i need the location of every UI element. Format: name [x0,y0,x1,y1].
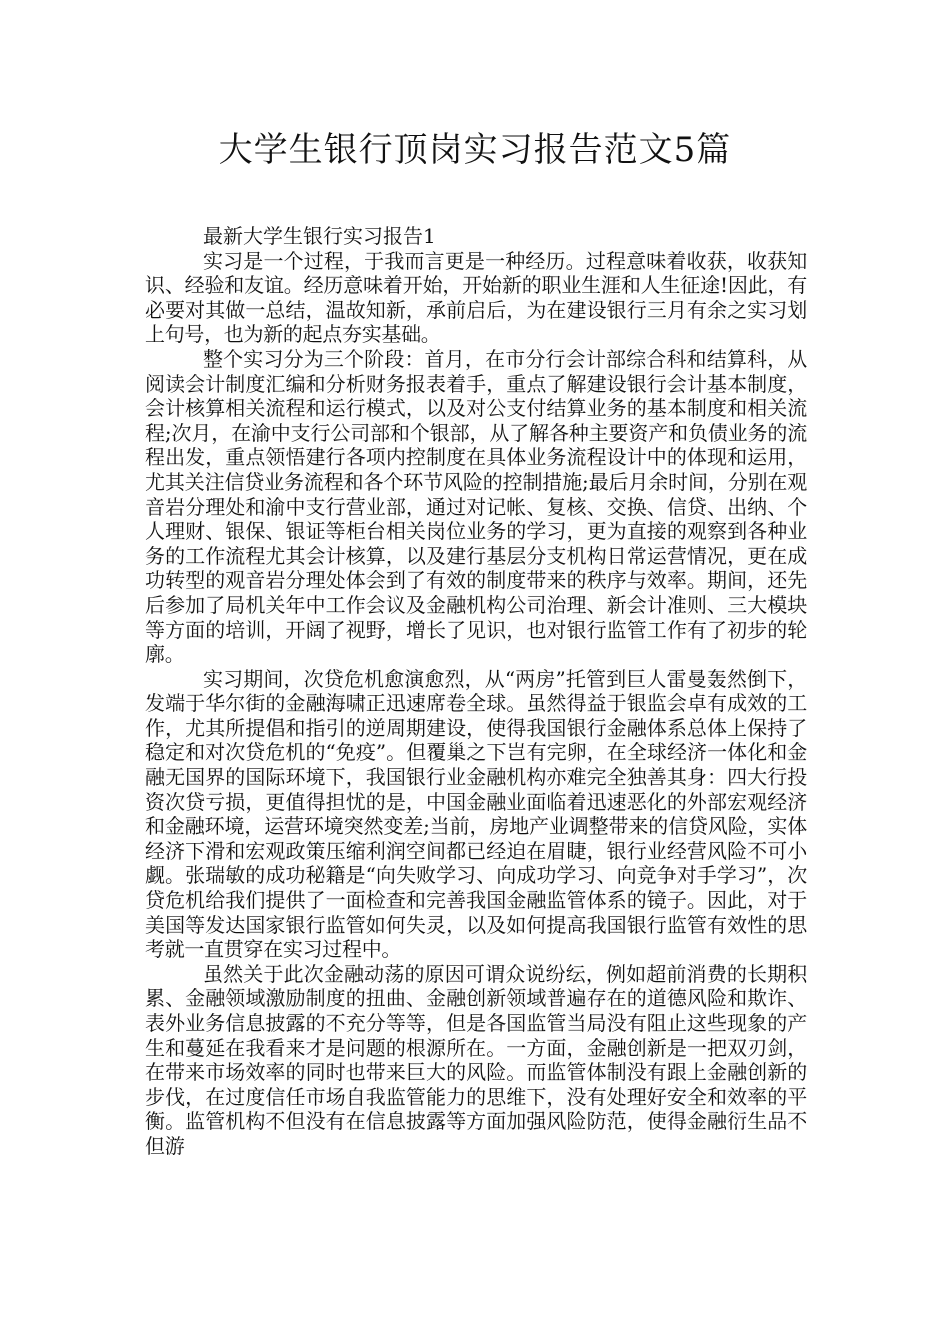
document-body [145,224,807,1159]
paragraph-2: 整个实习分为三个阶段：首月，在市分行会计部综合科和结算科，从阅读会计制度汇编和分析财务报表着手，重点了解建设银行会计基本制度，会计核算相关流程和运行模式，以及对公支付结算业务的基本制度和相关流程;次月，在渝中支行公司部和个银部，从了解各种主要资产和负债业务的流程出发，重点领悟建行各项内控制度在具体业务流程设计中的体现和运用，尤其关注信贷业务流程和各个环节风险的控制措施;最后月余时间，分别在观音岩分理处和渝中支行营业部，通过对记帐、复核、交换、信贷、出纳、个人理财、银保、银证等柜台相关岗位业务的学习，更为直接的观察到各种业务的工作流程尤其会计核算，以及建行基层分支机构日常运营情况，更在成功转型的观音岩分理处体会到了有效的制度带来的秩序与效率。期间，还先后参加了局机关年中工作会议及金融机构公司治理、新会计准则、三大模块等方面的培训，开阔了视野，增长了见识，也对银行监管工作有了初步的轮廓。 [145,346,807,667]
section-heading: 最新大学生银行实习报告1 [203,224,436,248]
paragraph-3: 实习期间，次贷危机愈演愈烈，从“两房”托管到巨人雷曼轰然倒下，发端于华尔街的金融海啸正迅速席卷全球。虽然得益于银监会卓有成效的工作，尤其所提倡和指引的逆周期建设，使得我国银行金融体系总体上保持了稳定和对次贷危机的“免疫”。但覆巢之下岂有完卵，在全球经济一体化和金融无国界的国际环境下，我国银行业金融机构亦难完全独善其身：四大行投资次贷亏损，更值得担忧的是，中国金融业面临着迅速恶化的外部宏观经济和金融环境，运营环境突然变差;当前，房地产业调整带来的信贷风险，实体经济下滑和宏观政策压缩利润空间都已经迫在眉睫，银行业经营风险不可小觑。张瑞敏的成功秘籍是“向失败学习、向成功学习、向竞争对手学习”，次贷危机给我们提供了一面检查和完善我国金融监管体系的镜子。因此，对于美国等发达国家银行监管如何失灵，以及如何提高我国银行监管有效性的思考就一直贯穿在实习过程中。 [145,666,807,962]
paragraph-4: 虽然关于此次金融动荡的原因可谓众说纷纭，例如超前消费的长期积累、金融领域激励制度的扭曲、金融创新领域普遍存在的道德风险和欺诈、表外业务信息披露的不充分等等，但是各国监管当局没有阻止这些现象的产生和蔓延在我看来才是问题的根源所在。一方面，金融创新是一把双刃剑，在带来市场效率的同时也带来巨大的风险。而监管体制没有跟上金融创新的步伐，在过度信任市场自我监管能力的思维下，没有处理好安全和效率的平衡。监管机构不但没有在信息披露等方面加强风险防范，使得金融衍生品不但游 [145,961,807,1158]
document-title: 大学生银行顶岗实习报告范文5篇 [218,130,732,170]
paragraph-1: 实习是一个过程，于我而言更是一种经历。过程意味着收获，收获知识、经验和友谊。经历意味着开始，开始新的职业生涯和人生征途!因此，有必要对其做一总结，温故知新，承前启后，为在建设银行三月有余之实习划上句号，也为新的起点夯实基础。 [145,248,807,347]
